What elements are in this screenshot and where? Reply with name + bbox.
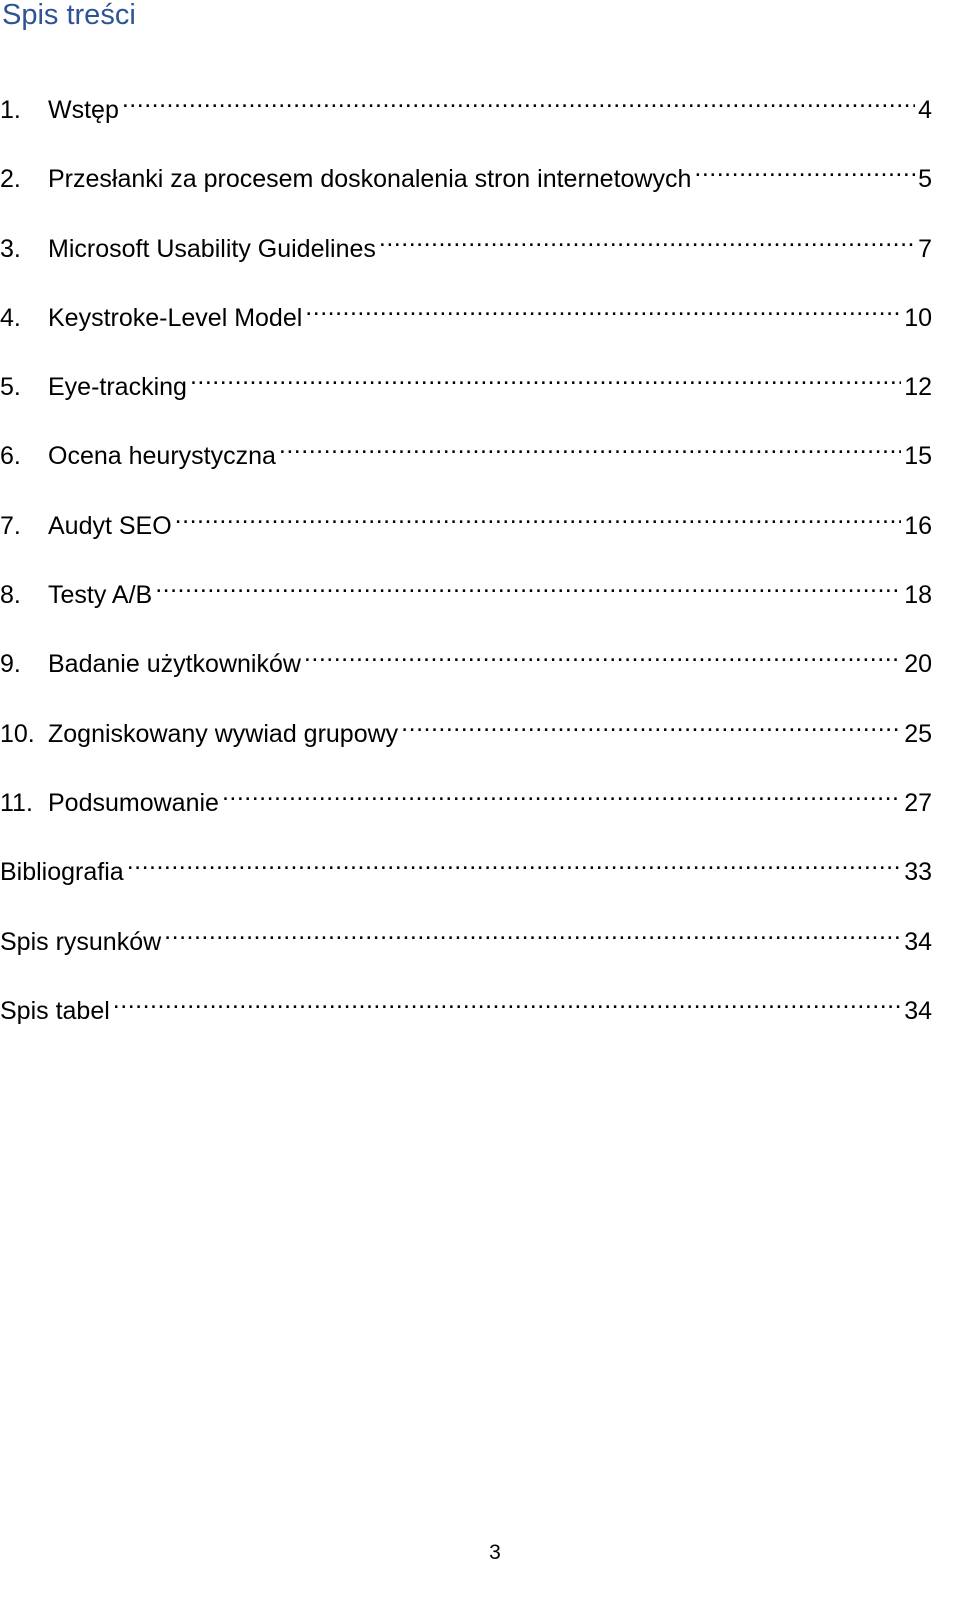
toc-entry-page: 7 <box>918 234 932 263</box>
toc-entry-number: 2. <box>0 165 21 194</box>
toc-entry-list-of-figures[interactable] <box>0 916 932 985</box>
toc-entry-number: 7. <box>0 511 21 540</box>
toc-dot-leader <box>175 500 902 534</box>
toc-entry-title: Ocena heurystyczna <box>48 442 276 471</box>
toc-entry-page: 34 <box>904 927 932 956</box>
toc-entry-title: Wstęp <box>48 96 119 124</box>
toc-dot-leader <box>305 292 901 326</box>
toc-entry-title: Testy A/B <box>48 581 153 610</box>
toc-title: Spis treści <box>2 0 136 31</box>
toc-dot-leader <box>164 916 901 950</box>
toc-entry-number: 11. <box>0 788 33 817</box>
toc-entry-number: 5. <box>0 373 21 402</box>
toc-dot-leader <box>122 84 915 118</box>
toc-entry-focus-group[interactable] <box>0 708 932 777</box>
toc-entry-list-of-tables[interactable] <box>0 985 932 1054</box>
toc-entry-premises[interactable] <box>0 153 932 222</box>
toc-entry-keystroke-model[interactable] <box>0 292 932 361</box>
toc-entry-title: Spis tabel <box>0 996 110 1025</box>
toc-entry-number: 9. <box>0 650 21 679</box>
toc-dot-leader <box>694 153 915 187</box>
toc-dot-leader <box>304 638 901 672</box>
toc-entry-number: 3. <box>0 234 21 263</box>
toc-entry-number: 10. <box>0 719 35 748</box>
toc-dot-leader <box>113 985 901 1019</box>
toc-dot-leader <box>127 846 902 880</box>
toc-entry-page: 15 <box>904 442 932 471</box>
toc-entry-user-research[interactable] <box>0 638 932 707</box>
toc-entry-number: 1. <box>0 96 21 124</box>
toc-entry-seo-audit[interactable] <box>0 500 932 569</box>
toc-entry-number: 8. <box>0 581 21 610</box>
toc-dot-leader <box>190 361 901 395</box>
toc-entry-title: Badanie użytkowników <box>48 650 301 679</box>
toc-entry-title: Spis rysunków <box>0 927 162 956</box>
toc-dot-leader <box>155 569 901 603</box>
toc-entry-page: 16 <box>904 511 932 540</box>
toc-entry-heuristic-evaluation[interactable] <box>0 430 932 499</box>
toc-entry-title: Audyt SEO <box>48 511 172 540</box>
toc-entry-page: 25 <box>904 719 932 748</box>
toc-entry-page: 27 <box>904 788 932 817</box>
toc-entry-title: Microsoft Usability Guidelines <box>48 234 376 263</box>
toc-entry-page: 10 <box>904 303 932 332</box>
toc-list <box>0 84 932 1054</box>
toc-entry-eye-tracking[interactable] <box>0 361 932 430</box>
toc-entry-bibliography[interactable] <box>0 846 932 915</box>
toc-dot-leader <box>401 708 901 742</box>
toc-entry-page: 20 <box>904 650 932 679</box>
toc-entry-title: Keystroke-Level Model <box>48 303 303 332</box>
toc-entry-page: 12 <box>904 373 932 402</box>
toc-entry-title: Bibliografia <box>0 858 124 887</box>
toc-entry-page: 5 <box>918 165 932 194</box>
toc-entry-number: 4. <box>0 303 21 332</box>
toc-entry-ab-tests[interactable] <box>0 569 932 638</box>
toc-entry-title: Zogniskowany wywiad grupowy <box>48 719 399 748</box>
toc-entry-microsoft-guidelines[interactable] <box>0 223 932 292</box>
page-number: 3 <box>489 1541 501 1564</box>
toc-entry-page: 33 <box>904 858 932 887</box>
toc-dot-leader <box>279 430 901 464</box>
toc-entry-page: 4 <box>918 96 932 124</box>
toc-entry-page: 18 <box>904 581 932 610</box>
toc-entry-page: 34 <box>904 996 932 1025</box>
toc-entry-number: 6. <box>0 442 21 471</box>
toc-entry-title: Eye-tracking <box>48 373 187 402</box>
toc-dot-leader <box>379 223 915 257</box>
toc-entry-title: Podsumowanie <box>48 788 219 817</box>
toc-entry-title: Przesłanki za procesem doskonalenia stron internetowych <box>48 165 692 194</box>
toc-dot-leader <box>222 777 901 811</box>
toc-entry-intro[interactable] <box>0 84 932 153</box>
toc-entry-summary[interactable] <box>0 777 932 846</box>
